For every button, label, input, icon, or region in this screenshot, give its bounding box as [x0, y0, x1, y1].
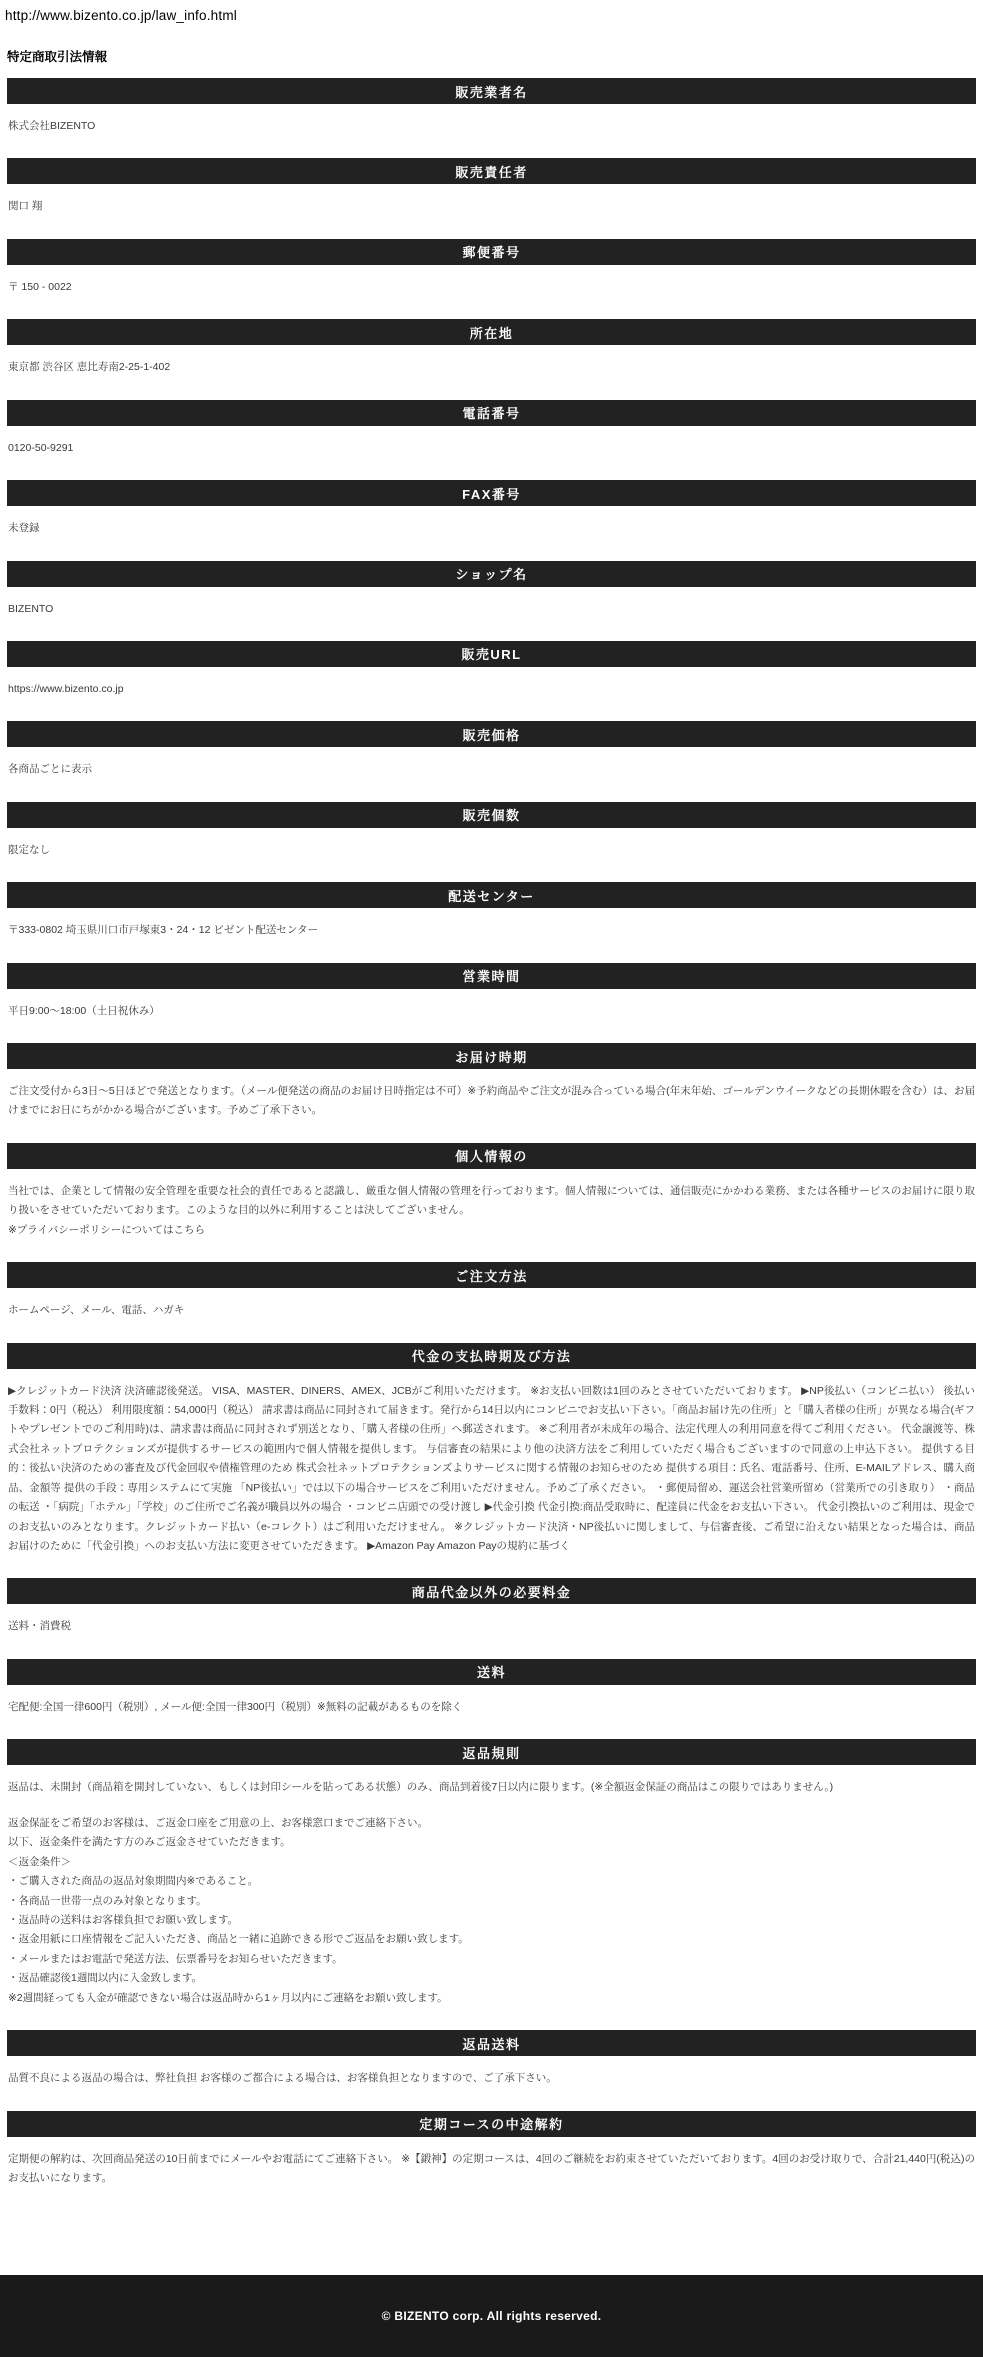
section-title: 営業時間 — [462, 969, 521, 985]
section-content — [7, 265, 976, 306]
section-content — [7, 2137, 976, 2198]
content-line: 送料・消費税 — [8, 1620, 71, 1633]
section-content — [7, 1604, 976, 1645]
section-header — [7, 239, 976, 265]
content-line: 宅配便:全国一律600円（税別）, メール便:全国一律300円（税別）※無料の記載があるものを除く — [8, 1700, 463, 1713]
content-line: 返金保証をご希望のお客様は、ご返金口座をご用意の上、お客様窓口までご連絡下さい。 — [8, 1816, 428, 1829]
section-title: 商品代金以外の必要料金 — [411, 1584, 572, 1600]
section-title: 販売個数 — [462, 808, 521, 824]
section-header — [7, 158, 976, 184]
content-line: https://www.bizento.co.jp — [8, 682, 124, 695]
section-content — [7, 1069, 976, 1130]
section-header — [7, 721, 976, 747]
section-title: 返品規則 — [462, 1745, 521, 1761]
content-line: ▶クレジットカード決済 決済確認後発送。 VISA、MASTER、DINERS、AMEX、JCBがご利用いただけます。 ※お支払い回数は1回のみとさせていただいております。 ▶NP後払い（コンビニ払い） 後払い手数料：0円（税込） 利用限度額：54,000円（税込） 請求書は商品に同封されて届きます。発行から14日以内にコンビニでお支払い下さい。「商品お届け先の住所」と「購入者様の住所」が異なる場合(ギフトやプレゼントでのご利用時)は、請求書は商品に同封されず別送となり、「購入者様の住所」へ郵送されます。 ※ご利用者が未成年の場合、法定代理人の利用同意を得てご利用ください。 代金譲渡等、株式会社ネットプロテクションズが提供するサービスの範囲内で個人情報を提供します。 与信審査の結果により他の決済方法をご利用していただく場合もございますので同意の上申込下さい。 提供する目的：後払い決済のための審査及び代金回収や債権管理のため 株式会社ネットプロテクションズよりサービスに関する情報のお知らせのため 提供する項目：氏名、電話番号、住所、E-MAILアドレス、購入商品、金額等 提供の手段：専用システムにて実施 「NP後払い」では以下の場合サービスをご利用いただけません。予めご了承ください。 ・郵便局留め、運送会社営業所留め（営業所での引き取り） ・商品の転送 ・「病院」「ホテル」「学校」のご住所でご名義が職員以外の場合 ・コンビニ店頭での受け渡し ▶代金引換 代金引換:商品受取時に、配達員に代金をお支払い下さい。 代金引換払いのご利用は、現金でのお支払いのみとなります。クレジットカード払い（e-コレクト）はご利用いただけません。 ※クレジットカード決済・NP後払いに関しまして、与信審査後、ご希望に沿えない結果となった場合は、商品お届けのために「代金引換」へのお支払い方法に変更させていただきます。 ▶Amazon Pay Amazon Payの規約に基づく — [8, 1384, 975, 1552]
section-title: 販売価格 — [462, 727, 521, 743]
section-title: 代金の支払時期及び方法 — [411, 1349, 572, 1365]
content-line: ・各商品一世帯一点のみ対象となります。 — [8, 1894, 207, 1907]
content-line: BIZENTO — [8, 602, 54, 615]
section-title: 定期コースの中途解約 — [419, 2117, 564, 2133]
content-line: 返品は、未開封（商品箱を開封していない、もしくは封印シールを貼ってある状態）のみ、商品到着後7日以内に限ります。(※全額返金保証の商品はこの限りではありません。) — [8, 1781, 834, 1794]
content-line: 限定なし — [8, 843, 50, 856]
content-line: ※プライバシーポリシーについてはこちら — [8, 1223, 206, 1236]
section-header — [7, 480, 976, 506]
content-line: ・返金用紙に口座情報をご記入いただき、商品と一緒に追跡できる形でご返品をお願い致します。 — [8, 1933, 469, 1946]
section-content — [7, 989, 976, 1030]
section-title: お届け時期 — [455, 1049, 528, 1065]
section-content — [7, 747, 976, 788]
content-line: ・返品時の送料はお客様負担でお願い致します。 — [8, 1914, 239, 1927]
content-line: 当社では、企業として情報の安全管理を重要な社会的責任であると認識し、厳重な個人情報の管理を行っております。個人情報については、通信販売にかかわる業務、または各種サービスのお届けに限り取り扱いをさせていただいております。このような目的以外に利用することは決してございません。 — [8, 1184, 975, 1217]
section-header — [7, 1262, 976, 1288]
section-header — [7, 641, 976, 667]
section-title: 販売業者名 — [455, 84, 528, 100]
content-line: ホームページ、メール、電話、ハガキ — [8, 1304, 185, 1317]
content-line: ・メールまたはお電話で発送方法、伝票番号をお知らせいただきます。 — [8, 1952, 343, 1965]
section-header — [7, 963, 976, 989]
footer — [0, 2275, 983, 2357]
content-line: ・返品確認後1週間以内に入金致します。 — [8, 1972, 202, 1985]
section-title: 販売URL — [461, 647, 522, 663]
section-content — [7, 2056, 976, 2097]
section-title: ご注文方法 — [455, 1268, 528, 1284]
section-title: FAX番号 — [462, 486, 521, 502]
section-content — [7, 908, 976, 949]
section-title: 所在地 — [469, 325, 514, 341]
content-line: 未登録 — [8, 522, 40, 535]
section-content — [7, 426, 976, 467]
content-line: 0120-50-9291 — [8, 441, 74, 454]
section-content — [7, 1169, 976, 1249]
section-header — [7, 1739, 976, 1765]
section-content — [7, 104, 976, 145]
page-title: 特定商取引法情報 — [7, 50, 108, 64]
content-line: 〒333-0802 埼玉県川口市戸塚東3・24・12 ビゼント配送センター — [8, 924, 318, 937]
section-title: 郵便番号 — [462, 245, 521, 261]
copyright-text: © BIZENTO corp. All rights reserved. — [381, 2309, 602, 2324]
section-header — [7, 882, 976, 908]
content-line: 品質不良による返品の場合は、弊社負担 お客様のご都合による場合は、お客様負担となりますので、ご了承下さい。 — [8, 2072, 557, 2085]
section-header — [7, 1659, 976, 1685]
section-header — [7, 802, 976, 828]
section-header — [7, 1343, 976, 1369]
section-content — [7, 828, 976, 869]
section-title: ショップ名 — [455, 567, 528, 583]
section-content — [7, 667, 976, 708]
content-line: ・ご購入された商品の返品対象期間内※であること。 — [8, 1875, 259, 1888]
content-line — [8, 1798, 975, 1814]
section-title: 返品送料 — [462, 2036, 521, 2052]
content-line: 以下、返金条件を満たす方のみご返金させていただきます。 — [8, 1836, 291, 1849]
section-content — [7, 587, 976, 628]
section-content — [7, 1765, 976, 2017]
section-content — [7, 1685, 976, 1726]
section-content — [7, 1369, 976, 1566]
sections-container — [0, 78, 983, 2197]
section-title: 個人情報の — [455, 1149, 528, 1165]
section-header — [7, 2030, 976, 2056]
section-header — [7, 561, 976, 587]
section-header — [7, 78, 976, 104]
content-line: ＜返金条件＞ — [8, 1855, 71, 1868]
content-line: 〒 150 - 0022 — [8, 280, 72, 293]
section-content — [7, 345, 976, 386]
content-line: ※2週間経っても入金が確認できない場合は返品時から1ヶ月以内にご連絡をお願い致します。 — [8, 1991, 448, 2004]
content-line: 東京都 渋谷区 恵比寿南2-25-1-402 — [8, 361, 171, 374]
content-line: 平日9:00～18:00（土日祝休み） — [8, 1004, 160, 1017]
section-title: 送料 — [476, 1665, 506, 1681]
section-title: 配送センター — [448, 888, 535, 904]
section-title: 電話番号 — [462, 406, 521, 422]
section-header — [7, 319, 976, 345]
content-line: 関口 翔 — [8, 200, 43, 213]
section-header — [7, 2111, 976, 2137]
content-line: 株式会社BIZENTO — [8, 120, 96, 132]
section-content — [7, 506, 976, 547]
content-line: 各商品ごとに表示 — [8, 763, 92, 776]
content-line: 定期便の解約は、次回商品発送の10日前までにメールやお電話にてご連絡下さい。 ※【鍛神】の定期コースは、4回のご継続をお約束させていただいております。4回のお受け取りで、合計21,440円(税込)のお支払いになります。 — [8, 2152, 975, 2184]
section-title: 販売責任者 — [455, 164, 528, 180]
section-header — [7, 1578, 976, 1604]
section-header — [7, 1143, 976, 1169]
section-header — [7, 1043, 976, 1069]
section-content — [7, 184, 976, 225]
page-url-text: http://www.bizento.co.jp/law_info.html — [5, 8, 237, 23]
section-header — [7, 400, 976, 426]
content-line: ご注文受付から3日～5日ほどで発送となります。（メール便発送の商品のお届け日時指定は不可）※予約商品やご注文が混み合っている場合(年末年始、ゴールデンウイークなどの長期休暇を含む）は、お届けまでにお日にちがかかる場合がございます。予めご了承下さい。 — [8, 1085, 975, 1117]
section-content — [7, 1288, 976, 1329]
